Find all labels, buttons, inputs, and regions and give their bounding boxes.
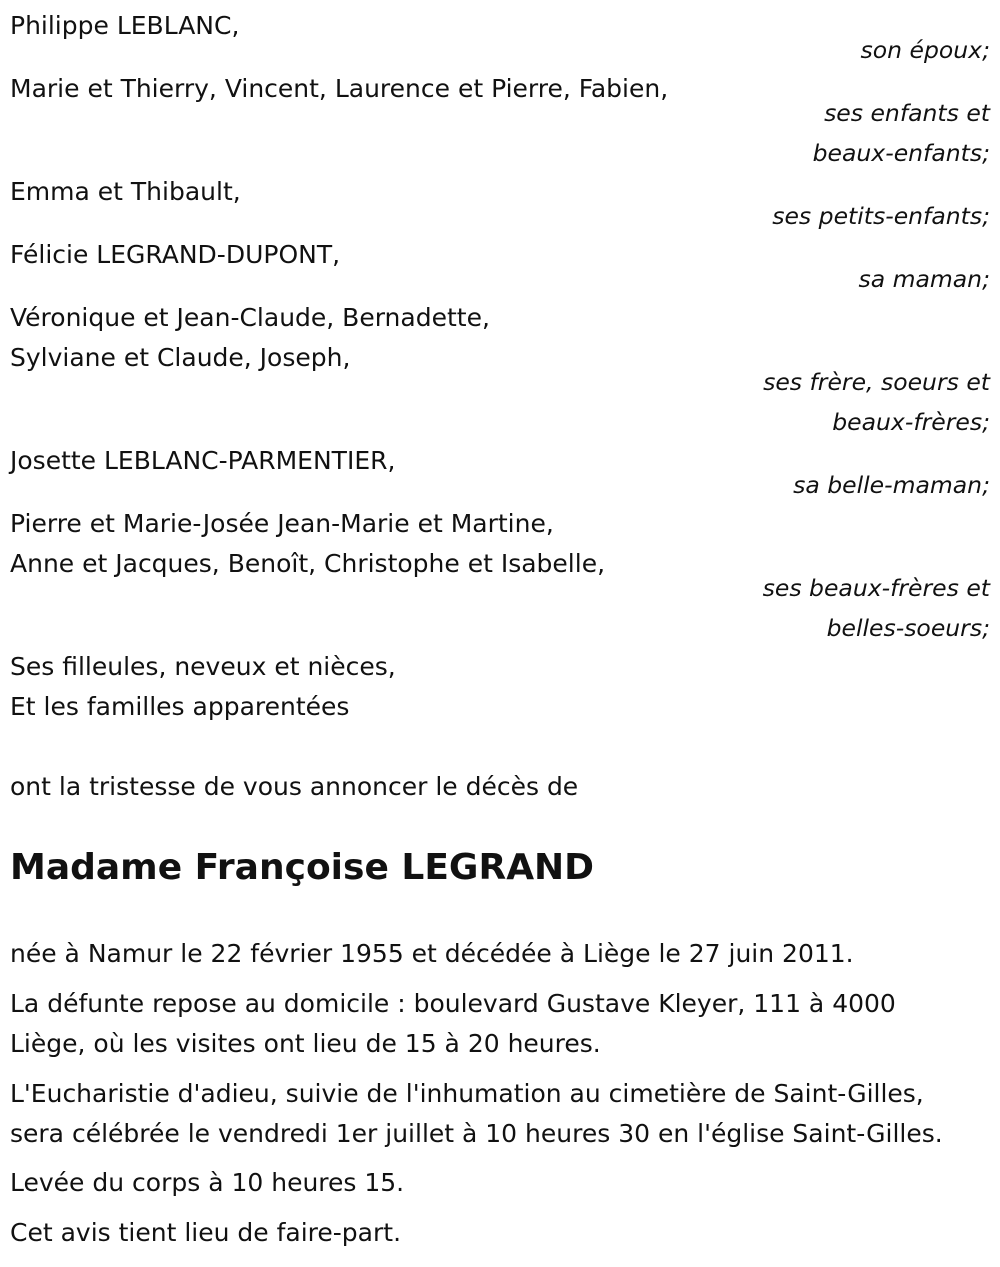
children-relation-line-1: ses enfants et (824, 99, 990, 127)
children-relation-line-2: beaux-enfants; (812, 139, 990, 167)
children-names: Marie et Thierry, Vincent, Laurence et Pierre, Fabien, (10, 74, 669, 103)
grandchildren-names: Emma et Thibault, (10, 177, 241, 206)
others-line-1: Ses filleules, neveux et nièces, (10, 652, 396, 681)
eucharist-text-line-2: sera célébrée le vendredi 1er juillet à 10 heures 30 en l'église Saint-Gilles. (10, 1119, 943, 1148)
siblings-names-line-2: Sylviane et Claude, Joseph, (10, 343, 351, 372)
others-line-2: Et les familles apparentées (10, 692, 350, 721)
grandchildren-relation: ses petits-enfants; (772, 202, 990, 230)
closing-text: Cet avis tient lieu de faire-part. (10, 1218, 402, 1247)
in-laws-relation-line-1: ses beaux-frères et (762, 574, 990, 602)
siblings-relation-line-1: ses frère, soeurs et (763, 368, 990, 396)
mother-relation: sa maman; (858, 265, 990, 293)
spouse-name: Philippe LEBLANC, (10, 11, 240, 40)
siblings-relation-line-2: beaux-frères; (832, 408, 990, 436)
mother-name: Félicie LEGRAND-DUPONT, (10, 240, 341, 269)
announcement-text: ont la tristesse de vous annoncer le décès de (10, 772, 579, 801)
in-laws-names-line-1: Pierre et Marie-Josée Jean-Marie et Martine, (10, 509, 554, 538)
siblings-names-line-1: Véronique et Jean-Claude, Bernadette, (10, 303, 490, 332)
repose-text-line-2: Liège, où les visites ont lieu de 15 à 20 heures. (10, 1029, 601, 1058)
spouse-relation: son époux; (860, 36, 990, 64)
birth-death-text: née à Namur le 22 février 1955 et décédée à Liège le 27 juin 2011. (10, 939, 854, 968)
in-laws-relation-line-2: belles-soeurs; (826, 614, 990, 642)
mother-in-law-relation: sa belle-maman; (793, 471, 990, 499)
mother-in-law-name: Josette LEBLANC-PARMENTIER, (10, 446, 396, 475)
in-laws-names-line-2: Anne et Jacques, Benoît, Christophe et Isabelle, (10, 549, 606, 578)
deceased-name: Madame Françoise LEGRAND (10, 847, 595, 888)
levee-text: Levée du corps à 10 heures 15. (10, 1168, 405, 1197)
repose-text-line-1: La défunte repose au domicile : boulevard Gustave Kleyer, 111 à 4000 (10, 989, 896, 1018)
eucharist-text-line-1: L'Eucharistie d'adieu, suivie de l'inhumation au cimetière de Saint-Gilles, (10, 1079, 924, 1108)
